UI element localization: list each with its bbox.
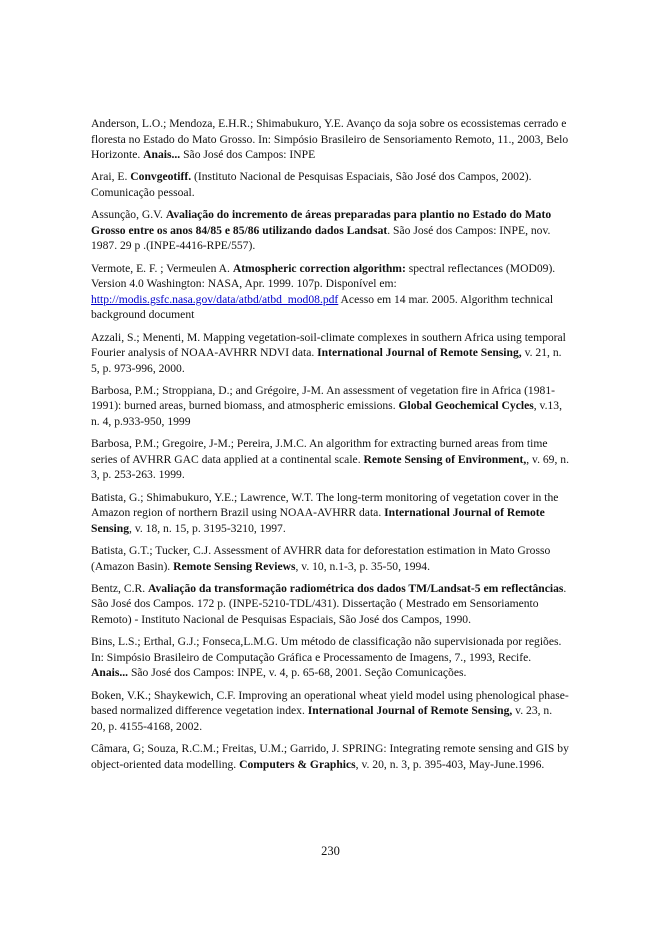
reference-entry [91, 581, 569, 628]
reference-entry [91, 169, 569, 200]
reference-source-title: Anais... [91, 666, 129, 680]
reference-text: v. 23, n. 20, p. 4155-4168, 2002. [91, 704, 553, 733]
reference-entry [91, 543, 569, 574]
reference-text: v. 21, n. 5, p. 973-996, 2000. [91, 346, 562, 375]
reference-text: , v. 20, n. 3, p. 395-403, May-June.1996. [355, 757, 545, 771]
reference-source-title: Anais... [143, 148, 181, 162]
reference-source-title: Atmospheric correction algorithm: [232, 261, 406, 275]
reference-text: Câmara, G; Souza, R.C.M.; Freitas, U.M.; Garrido, J. SPRING: Integrating remote sensing and GIS by object-oriented data modelling. [91, 741, 569, 771]
reference-source-title: Remote Sensing of Environment, [363, 452, 527, 466]
reference-text: Bentz, C.R. [91, 581, 149, 595]
reference-text: Vermote, E. F. ; Vermeulen A. [91, 261, 233, 275]
reference-text: Batista, G.T.; Tucker, C.J. Assessment of AVHRR data for deforestation estimation in Mato Grosso (Amazon Basin). [91, 544, 551, 573]
reference-text: Acesso em 14 mar. 2005. Algorithm technical background document [91, 292, 554, 322]
reference-source-title: International Journal of Remote Sensing [91, 506, 545, 535]
reference-entry [91, 490, 569, 537]
reference-text: Arai, E. [91, 170, 131, 184]
reference-list [91, 116, 569, 779]
reference-entry [91, 261, 569, 323]
reference-text: . São José dos Campos: INPE, nov. 1987. 29 p .(INPE-4416-RPE/557). [91, 223, 551, 253]
reference-entry [91, 436, 569, 483]
page-number: 230 [321, 844, 340, 858]
reference-text: São José dos Campos: INPE [180, 148, 316, 162]
reference-text: Azzali, S.; Menenti, M. Mapping vegetation-soil-climate complexes in southern Africa using temporal Fourier analysis of NOAA-AVHRR NDVI data. [91, 330, 566, 360]
reference-source-title: Global Geochemical Cycles [398, 399, 534, 413]
reference-entry [91, 634, 569, 681]
reference-entry [91, 207, 569, 254]
reference-text: , v. 69, n. 3, p. 253-263. 1999. [91, 452, 569, 482]
reference-text: Batista, G.; Shimabukuro, Y.E.; Lawrence, W.T. The long-term monitoring of vegetation cover in the Amazon region of northern Brazil using NOAA-AVHRR data. [91, 490, 559, 520]
reference-text: Barbosa, P.M.; Stroppiana, D.; and Grégoire, J-M. An assessment of vegetation fire in Africa (1981-1991): burned areas, burned biomass, and atmospheric emissions. [91, 383, 555, 413]
reference-source-title: Computers & Graphics [239, 757, 356, 771]
reference-text: , v.13, n. 4, p.933-950, 1999 [91, 399, 562, 429]
reference-source-title: Convgeotiff. [130, 170, 192, 184]
reference-text: . São José dos Campos. 172 p. (INPE-5210-TDL/431). Dissertação ( Mestrado em Sensoriamento Remoto) - Instituto Nacional de Pesquisas Espaciais, São José dos Campos, 1990. [91, 581, 567, 626]
reference-entry [91, 741, 569, 772]
reference-source-title: Remote Sensing Reviews [173, 559, 296, 573]
reference-source-title: International Journal of Remote Sensing, [317, 346, 522, 360]
reference-text: , v. 10, n.1-3, p. 35-50, 1994. [295, 559, 430, 573]
reference-source-title: International Journal of Remote Sensing, [307, 704, 513, 718]
reference-entry [91, 383, 569, 430]
reference-text: Bins, L.S.; Erthal, G.J.; Fonseca,L.M.G. Um método de classificação não supervisionada por regiões. In: Simpósio Brasileiro de Computação Gráfica e Processamento de Imagens, 7., 1993, Recife. [91, 635, 562, 664]
reference-link[interactable]: http://modis.gsfc.nasa.gov/data/atbd/atbd_mod08.pdf [91, 292, 339, 306]
reference-text: Anderson, L.O.; Mendoza, E.H.R.; Shimabukuro, Y.E. Avanço da soja sobre os ecossistemas cerrado e floresta no Estado do Mato Grosso. In: Simpósio Brasileiro de Sensoriamento Remoto, 11., 2003, Belo Horizonte. [91, 117, 569, 162]
reference-source-title: Avaliação do incremento de áreas preparadas para plantio no Estado do Mato Grosso entre os anos 84/85 e 85/86 utilizando dados Landsat [91, 208, 552, 237]
reference-text: Barbosa, P.M.; Gregoire, J-M.; Pereira, J.M.C. An algorithm for extracting burned areas from time series of AVHRR GAC data applied at a continental scale. [91, 437, 548, 466]
reference-text: (Instituto Nacional de Pesquisas Espaciais, São José dos Campos, 2002). Comunicação pessoal. [91, 170, 532, 199]
reference-text: Boken, V.K.; Shaykewich, C.F. Improving an operational wheat yield model using phenological phase-based normalized difference vegetation index. [91, 688, 569, 718]
reference-source-title: Avaliação da transformação radiométrica dos dados TM/Landsat-5 em reflectâncias [148, 581, 564, 595]
reference-text: , v. 18, n. 15, p. 3195-3210, 1997. [129, 521, 286, 535]
reference-text: Assunção, G.V. [91, 208, 166, 222]
reference-entry [91, 116, 569, 163]
reference-entry [91, 688, 569, 735]
reference-entry [91, 330, 569, 377]
reference-text: São José dos Campos: INPE, v. 4, p. 65-68, 2001. Seção Comunicações. [128, 666, 467, 680]
reference-text: spectral reflectances (MOD09). Version 4.0 Washington: NASA, Apr. 1999. 107p. Disponível em: [91, 261, 556, 291]
